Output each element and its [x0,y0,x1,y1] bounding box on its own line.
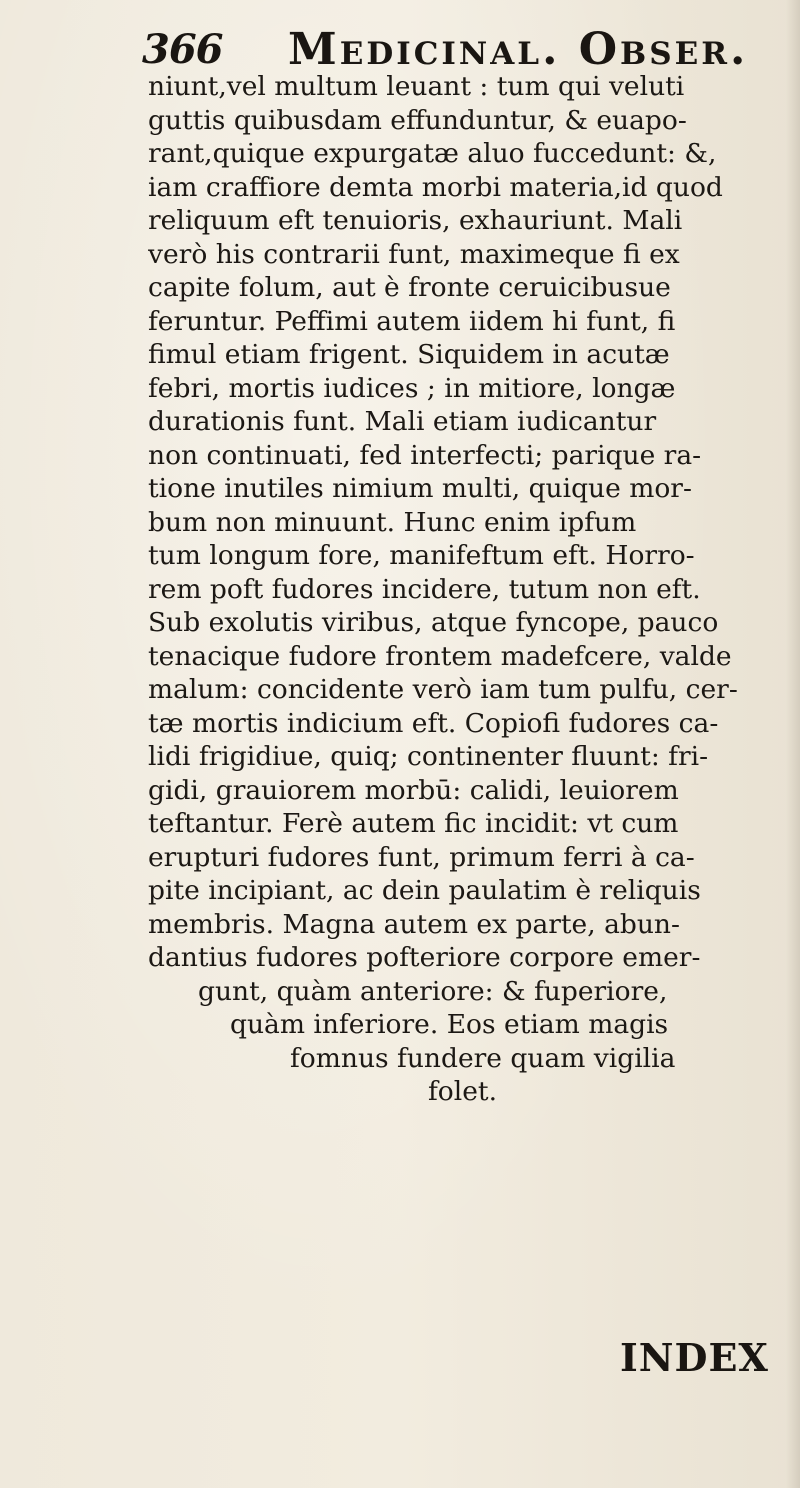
text-line: tum longum fore, manifeftum eft. Horro- [148,540,695,571]
text-line: quàm inferiore. Eos etiam magis [230,1009,669,1040]
text-line: guttis quibusdam effunduntur, & euapo- [148,104,687,136]
text-line: febri, mortis iudices ; in mitiore, longæ [148,372,676,404]
text-line: malum: concidente verò iam tum pulfu, cer- [148,674,738,705]
text-line: Sub exolutis viribus, atque fyncope, pauco [148,607,719,638]
text-line: lidi frigidiue, quiq; continenter fluunt: fri- [148,741,709,772]
text-line: dantius fudores pofteriore corpore emer- [148,942,701,973]
text-line: niunt,vel multum leuant : tum qui veluti [148,71,685,102]
page-header [142,18,782,78]
text-line: tæ mortis indicium eft. Copiofi fudores ca- [148,707,719,739]
text-line: fimul etiam frigent. Siquidem in acutæ [148,339,670,370]
running-title: Medicinal. Obser. [288,24,749,75]
text-line: feruntur. Peffimi autem iidem hi funt, fi [148,305,676,337]
catchword: INDEX [620,1335,769,1380]
text-line: folet. [428,1076,497,1107]
text-line: gunt, quàm anteriore: & fuperiore, [198,975,668,1007]
text-line: rant,quique expurgatæ aluo fuccedunt: &, [148,138,717,169]
text-line: rem poft fudores incidere, tutum non eft. [148,573,701,605]
text-line: tenacique fudore frontem madefcere, valde [148,640,732,672]
text-line: erupturi fudores funt, primum ferri à ca- [148,841,695,873]
body-text [148,70,790,1109]
text-line: pite incipiant, ac dein paulatim è reliquis [148,875,701,906]
text-line: capite folum, aut è fronte ceruicibusue [148,272,671,303]
text-line: fomnus fundere quam vigilia [290,1042,676,1074]
text-line: verò his contrarii funt, maximeque fi ex [148,238,680,270]
text-line: teftantur. Ferè autem fic incidit: vt cum [148,808,679,839]
text-line: gidi, grauiorem morbū: calidi, leuiorem [148,774,679,806]
text-line: reliquum eft tenuioris, exhauriunt. Mali [148,205,683,236]
text-line: iam craffiore demta morbi materia,id quod [148,171,723,203]
text-line: tione inutiles nimium multi, quique mor- [148,473,692,504]
text-line: membris. Magna autem ex parte, abun- [148,908,680,940]
text-line: bum non minuunt. Hunc enim ipfum [148,506,637,538]
page-number: 366 [142,26,223,73]
text-line: non continuati, fed interfecti; parique ra- [148,439,702,471]
text-line: durationis funt. Mali etiam iudicantur [148,406,657,437]
